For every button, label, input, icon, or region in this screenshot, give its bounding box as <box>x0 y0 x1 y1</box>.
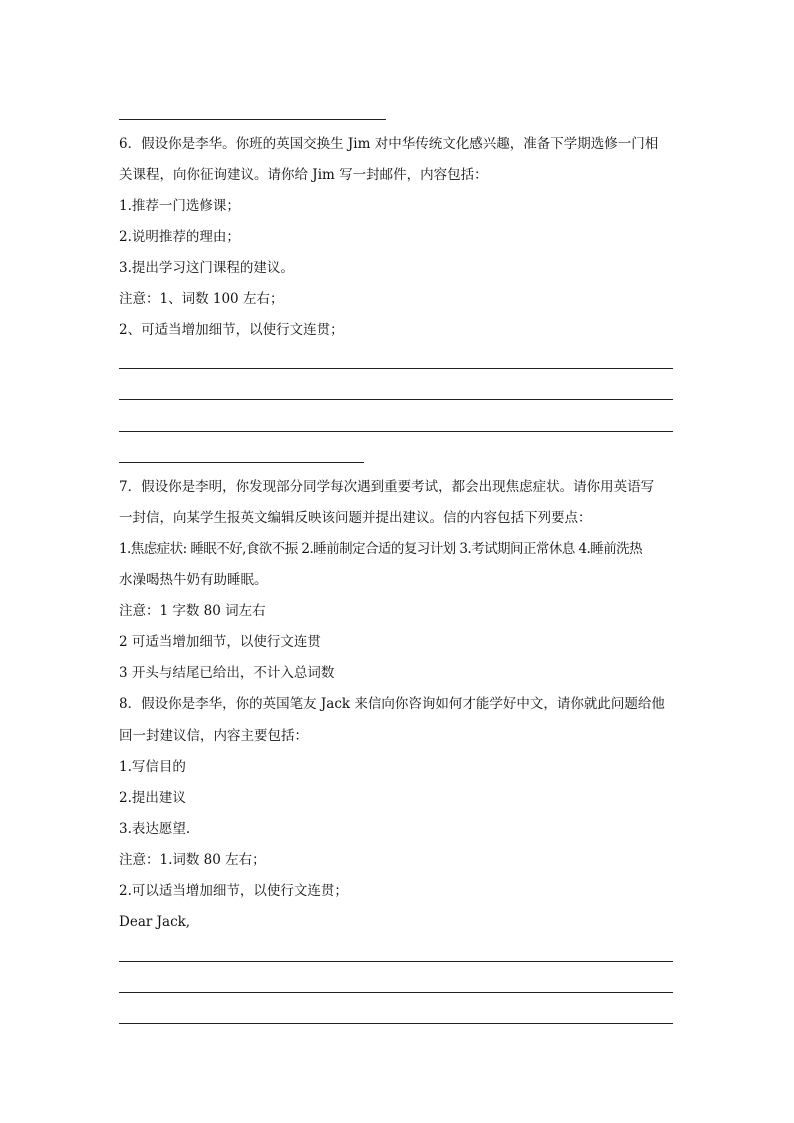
q7-line-5: 注意：1 字数 80 词左右 <box>119 603 266 619</box>
answer-line <box>119 462 364 463</box>
q6-line-6: 注意：1、词数 100 左右； <box>119 291 284 307</box>
q7-line-1: 7．假设你是李明，你发现部分同学每次遇到重要考试，都会出现焦虑症状。请你用英语写 <box>119 479 655 495</box>
q8-line-5: 3.表达愿望. <box>119 821 191 837</box>
q7-line-4: 水澡喝热牛奶有助睡眠。 <box>119 572 268 588</box>
q6-line-1: 6．假设你是李华。你班的英国交换生 Jim 对中华传统文化感兴趣，准备下学期选修一门相 <box>119 136 659 152</box>
q7-line-6: 2 可适当增加细节，以使行文连贯 <box>119 634 321 650</box>
q6-line-7: 2、可适当增加细节，以使行文连贯； <box>119 322 344 338</box>
answer-line <box>119 399 673 400</box>
q6-line-4: 2.说明推荐的理由； <box>119 229 240 245</box>
answer-line <box>119 119 386 120</box>
q8-line-7: 2.可以适当增加细节，以使行文连贯； <box>119 883 348 899</box>
q6-line-3: 1.推荐一门选修课； <box>119 198 240 214</box>
q8-line-3: 1.写信目的 <box>119 759 186 775</box>
q8-line-4: 2.提出建议 <box>119 790 186 806</box>
q6-line-5: 3.提出学习这门课程的建议。 <box>119 260 294 276</box>
q8-line-2: 回一封建议信，内容主要包括： <box>119 728 308 744</box>
answer-line <box>119 1023 673 1024</box>
answer-line <box>119 431 673 432</box>
answer-line <box>119 961 673 962</box>
answer-line <box>119 368 673 369</box>
q8-line-1: 8．假设你是李华，你的英国笔友 Jack 来信向你咨询如何才能学好中文，请你就此问题给他 <box>119 696 665 712</box>
q7-line-2: 一封信，向某学生报英文编辑反映该问题并提出建议。信的内容包括下列要点： <box>119 510 592 526</box>
answer-line <box>119 992 673 993</box>
letter-salutation: Dear Jack, <box>119 914 191 930</box>
q6-line-2: 关课程，向你征询建议。请你给 Jim 写一封邮件，内容包括： <box>119 167 488 183</box>
q7-line-7: 3 开头与结尾已给出，不计入总词数 <box>119 665 335 681</box>
q7-line-3: 1.焦虑症状: 睡眠不好,食欲不振 2.睡前制定合适的复习计划 3.考试期间正常休息 4.睡前洗热 <box>119 541 643 557</box>
q8-line-6: 注意：1.词数 80 左右； <box>119 852 266 868</box>
